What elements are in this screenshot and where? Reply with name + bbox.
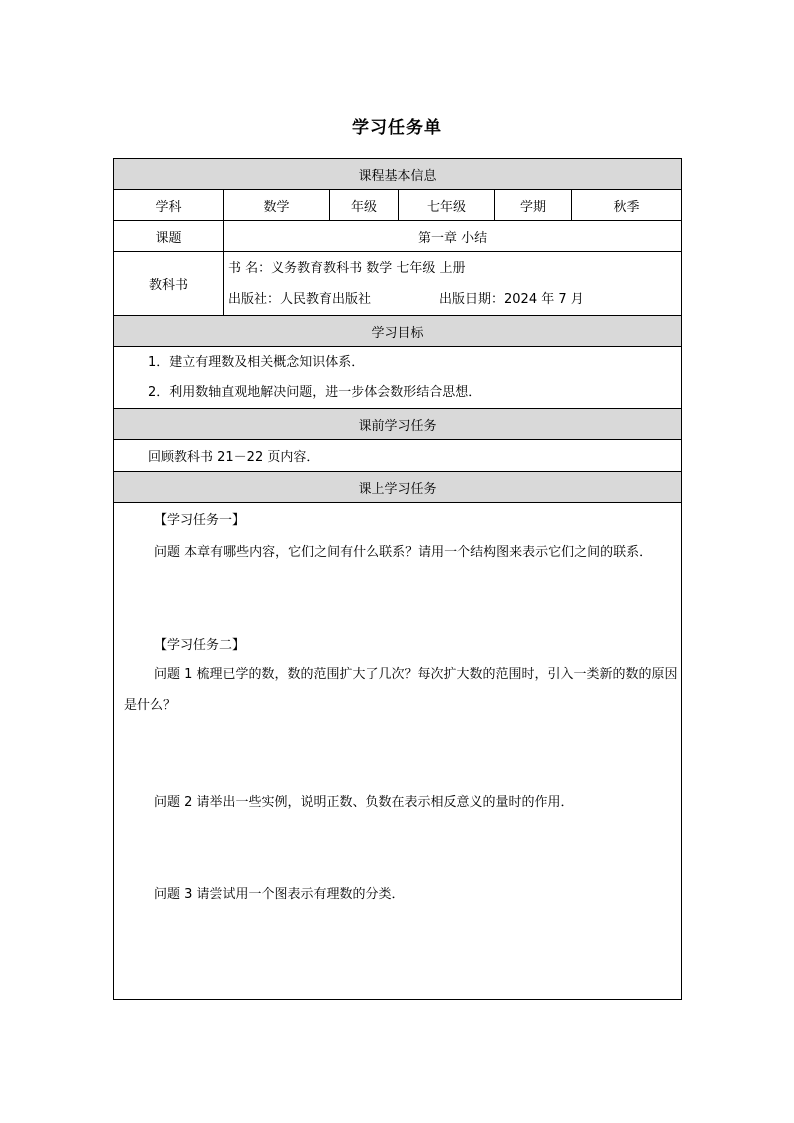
textbook-label: 教科书 — [114, 252, 224, 316]
topic-value: 第一章 小结 — [224, 221, 682, 252]
in-class-task-area — [114, 503, 682, 1000]
task2-question2: 问题 2 请举出一些实例，说明正数、负数在表示相反意义的量时的作用． — [154, 795, 574, 810]
objectives-header: 学习目标 — [114, 316, 682, 347]
objective-item: 2．利用数轴直观地解决问题，进一步体会数形结合思想． — [148, 384, 482, 400]
objective-item: 1．建立有理数及相关概念知识体系． — [148, 354, 365, 370]
term-value: 秋季 — [572, 190, 682, 221]
task2-title: 【学习任务二】 — [154, 638, 246, 653]
task1-title: 【学习任务一】 — [154, 513, 246, 528]
topic-label: 课题 — [114, 221, 224, 252]
publish-date-line: 出版日期：2024 年 7 月 — [439, 291, 584, 307]
task2-question3: 问题 3 请尝试用一个图表示有理数的分类． — [154, 887, 405, 902]
subject-label: 学科 — [114, 190, 224, 221]
document-title: 学习任务单 — [352, 118, 442, 138]
task-sheet-table — [113, 158, 682, 1000]
pre-class-header: 课前学习任务 — [114, 409, 682, 440]
subject-value: 数学 — [224, 190, 330, 221]
objectives-list — [114, 347, 682, 409]
task1-question: 问题 本章有哪些内容，它们之间有什么联系？请用一个结构图来表示它们之间的联系． — [154, 545, 653, 560]
pre-class-task-text: 回顾教科书 21－22 页内容． — [114, 440, 682, 472]
book-name-line: 书 名：义务教育教科书 数学 七年级 上册 — [228, 260, 466, 276]
in-class-header: 课上学习任务 — [114, 472, 682, 503]
textbook-info — [224, 252, 682, 316]
grade-value: 七年级 — [399, 190, 495, 221]
grade-label: 年级 — [330, 190, 399, 221]
basic-info-header: 课程基本信息 — [114, 159, 682, 190]
term-label: 学期 — [495, 190, 572, 221]
publisher-line: 出版社：人民教育出版社 — [228, 291, 372, 307]
publisher-row — [228, 284, 681, 315]
task2-question1: 问题 1 梳理已学的数，数的范围扩大了几次？每次扩大数的范围时，引入一类新的数的原因是什么？ — [124, 667, 678, 713]
